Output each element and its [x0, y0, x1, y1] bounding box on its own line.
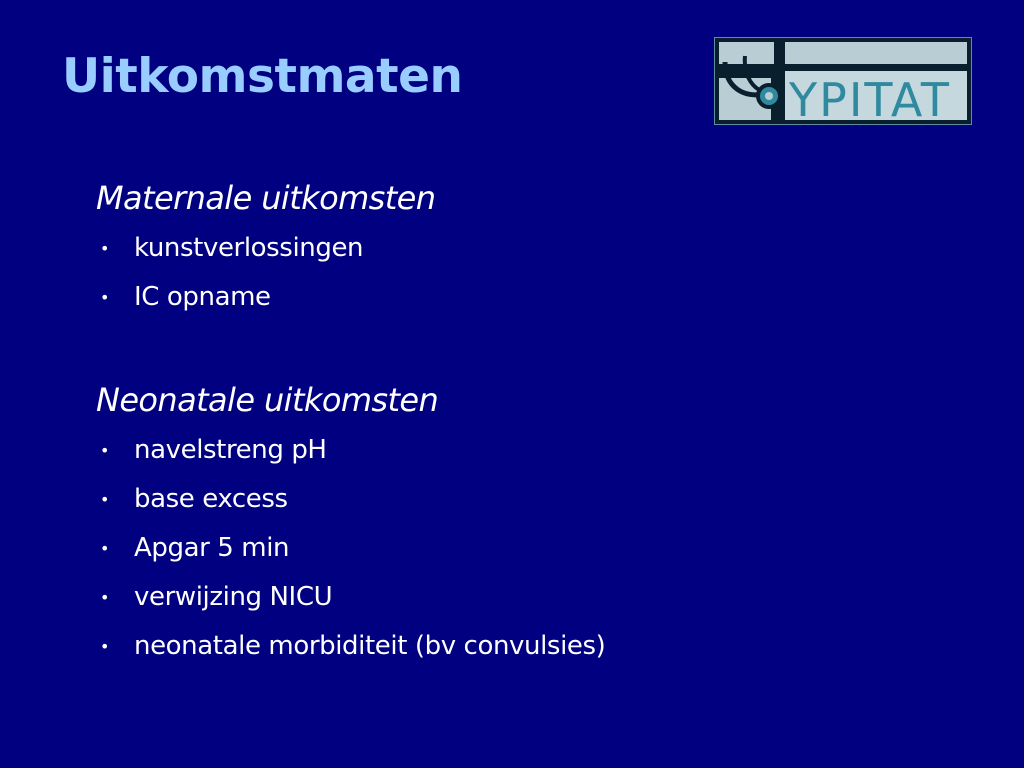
bullet-list	[96, 426, 976, 671]
bullet-icon: •	[100, 441, 110, 460]
list-item	[96, 273, 976, 322]
list-item	[96, 524, 976, 573]
bullet-icon: •	[100, 588, 110, 607]
logo-text: YPITAT	[789, 73, 951, 124]
slide-title: Uitkomstmaten	[62, 49, 463, 104]
slide-content	[96, 172, 976, 671]
bullet-icon: •	[100, 490, 110, 509]
section-neonatal	[96, 374, 976, 671]
list-item-text: base excess	[134, 484, 288, 514]
list-item-text: Apgar 5 min	[134, 533, 290, 563]
bullet-icon: •	[100, 288, 110, 307]
list-item	[96, 573, 976, 622]
list-item-text: verwijzing NICU	[134, 582, 333, 612]
list-item-text: kunstverlossingen	[134, 233, 364, 263]
list-item-text: IC opname	[134, 282, 271, 312]
list-item-text: neonatale morbiditeit (bv convulsies)	[134, 631, 606, 661]
section-heading: Maternale uitkomsten	[96, 179, 436, 217]
bullet-icon: •	[100, 239, 110, 258]
bullet-list	[96, 224, 976, 322]
bullet-icon: •	[100, 539, 110, 558]
logo-graphic	[715, 38, 971, 124]
list-item	[96, 426, 976, 475]
list-item	[96, 475, 976, 524]
list-item	[96, 622, 976, 671]
list-item-text: navelstreng pH	[134, 435, 327, 465]
hypitat-logo	[714, 37, 972, 125]
list-item	[96, 224, 976, 273]
section-heading: Neonatale uitkomsten	[96, 381, 439, 419]
section-maternal	[96, 172, 976, 322]
bullet-icon: •	[100, 637, 110, 656]
